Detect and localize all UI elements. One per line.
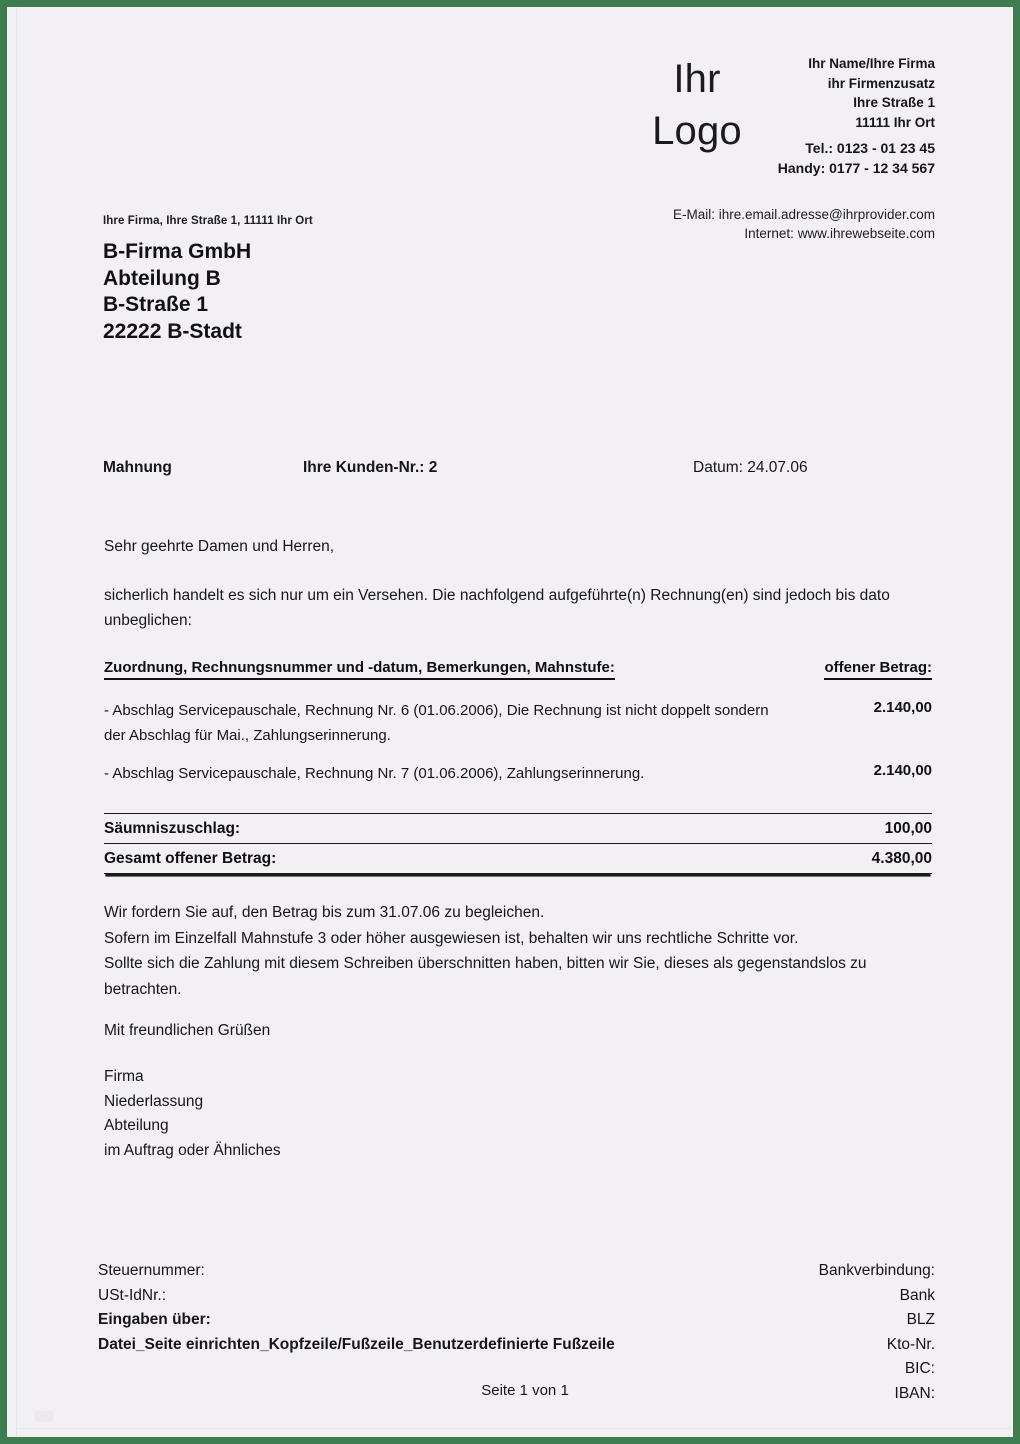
- iban-label: IBAN:: [894, 1384, 935, 1402]
- table-header-row: [104, 659, 932, 685]
- signature-line-3: Abteilung: [104, 1117, 169, 1134]
- sender-contact-block: [778, 138, 935, 178]
- letter-sheet: [7, 7, 1013, 1437]
- table-row: [104, 699, 932, 748]
- company-logo: [597, 53, 797, 157]
- surcharge-label: Säumniszuschlag:: [104, 819, 241, 837]
- account-number-label: Kto-Nr.: [886, 1335, 935, 1353]
- intro-paragraph: sicherlich handelt es sich nur um ein Versehen. Die nachfolgend aufgeführte(n) Rechnung(en) sind jedoch bis dato unbeglichen:: [104, 587, 890, 629]
- signature-line-4: im Auftrag oder Ähnliches: [104, 1141, 281, 1159]
- footer-left-block: [98, 1259, 615, 1357]
- sender-website: Internet: www.ihrewebseite.com: [744, 226, 935, 241]
- sender-phone: Tel.: 0123 - 01 23 45: [805, 140, 935, 156]
- bank-code-label: BLZ: [906, 1311, 935, 1328]
- bank-name-label: Bank: [899, 1286, 935, 1304]
- sender-name: Ihr Name/Ihre Firma: [808, 56, 935, 71]
- entries-label: Eingaben über:: [98, 1311, 211, 1328]
- table-header-amount: offener Betrag:: [824, 659, 932, 680]
- invoice-table: [104, 659, 932, 874]
- document-title: Mahnung: [103, 459, 172, 476]
- sender-address-block: [808, 54, 935, 132]
- closing-line-1: Wir fordern Sie auf, den Betrag bis zum 31.07.06 zu begleichen.: [104, 904, 545, 921]
- sender-addition: ihr Firmenzusatz: [827, 75, 935, 91]
- recipient-department: Abteilung B: [103, 266, 221, 290]
- sender-street: Ihre Straße 1: [853, 95, 935, 110]
- recipient-city: 22222 B-Stadt: [103, 319, 242, 343]
- total-row: [104, 844, 932, 874]
- page-number: Seite 1 von 1: [481, 1382, 569, 1399]
- sender-online-block: [673, 205, 935, 243]
- regards-line: Mit freundlichen Grüßen: [104, 1022, 271, 1039]
- surcharge-amount: 100,00: [884, 819, 932, 837]
- bic-label: BIC:: [904, 1360, 935, 1377]
- signature-line-2: Niederlassung: [104, 1092, 204, 1110]
- recipient-company: B-Firma GmbH: [103, 240, 252, 263]
- customer-number: Ihre Kunden-Nr.: 2: [303, 459, 438, 476]
- table-row: [104, 762, 932, 787]
- tax-number-label: Steuernummer:: [98, 1262, 205, 1279]
- recipient-address-block: [103, 239, 251, 345]
- table-row-amount: 2.140,00: [873, 762, 932, 779]
- sender-city: 11111 Ihr Ort: [855, 114, 935, 130]
- entries-path: Datei_Seite einrichten_Kopfzeile/Fußzeile_Benutzerdefinierte Fußzeile: [98, 1335, 615, 1353]
- bank-title: Bankverbindung:: [818, 1262, 935, 1279]
- table-row-description: - Abschlag Servicepauschale, Rechnung Nr. 7 (01.06.2006), Zahlungserinnerung.: [104, 765, 645, 782]
- table-row-description: - Abschlag Servicepauschale, Rechnung Nr. 6 (01.06.2006), Die Rechnung ist nicht doppelt sondern der Abschlag für Mai., Zahlungserinnerung.: [104, 702, 769, 744]
- total-amount: 4.380,00: [871, 849, 932, 867]
- surcharge-row: [104, 814, 932, 844]
- sender-mobile: Handy: 0177 - 12 34 567: [777, 160, 935, 176]
- logo-line-2: Logo: [652, 109, 742, 153]
- signature-line-1: Firma: [104, 1068, 144, 1085]
- closing-paragraph: [104, 900, 944, 1002]
- document-date: Datum: 24.07.06: [693, 459, 808, 476]
- recipient-street: B-Straße 1: [103, 293, 209, 316]
- closing-line-2: Sofern im Einzelfall Mahnstufe 3 oder höher ausgewiesen ist, behalten wir uns rechtliche Schritte vor.: [104, 929, 799, 947]
- salutation: Sehr geehrte Damen und Herren,: [104, 538, 335, 555]
- total-label: Gesamt offener Betrag:: [104, 849, 277, 867]
- signature-block: [104, 1065, 281, 1163]
- logo-line-1: Ihr: [673, 57, 721, 101]
- closing-line-3: Sollte sich die Zahlung mit diesem Schreiben überschnitten haben, bitten wir Sie, dieses als gegenstandslos zu betrachten.: [104, 955, 867, 998]
- return-address-line: Ihre Firma, Ihre Straße 1, 11111 Ihr Ort: [103, 215, 313, 227]
- table-header-description: Zuordnung, Rechnungsnummer und -datum, Bemerkungen, Mahnstufe:: [104, 659, 615, 680]
- sender-email: E-Mail: ihre.email.adresse@ihrprovider.com: [672, 207, 935, 222]
- vat-id-label: USt-IdNr.:: [98, 1286, 167, 1304]
- table-row-amount: 2.140,00: [873, 699, 932, 716]
